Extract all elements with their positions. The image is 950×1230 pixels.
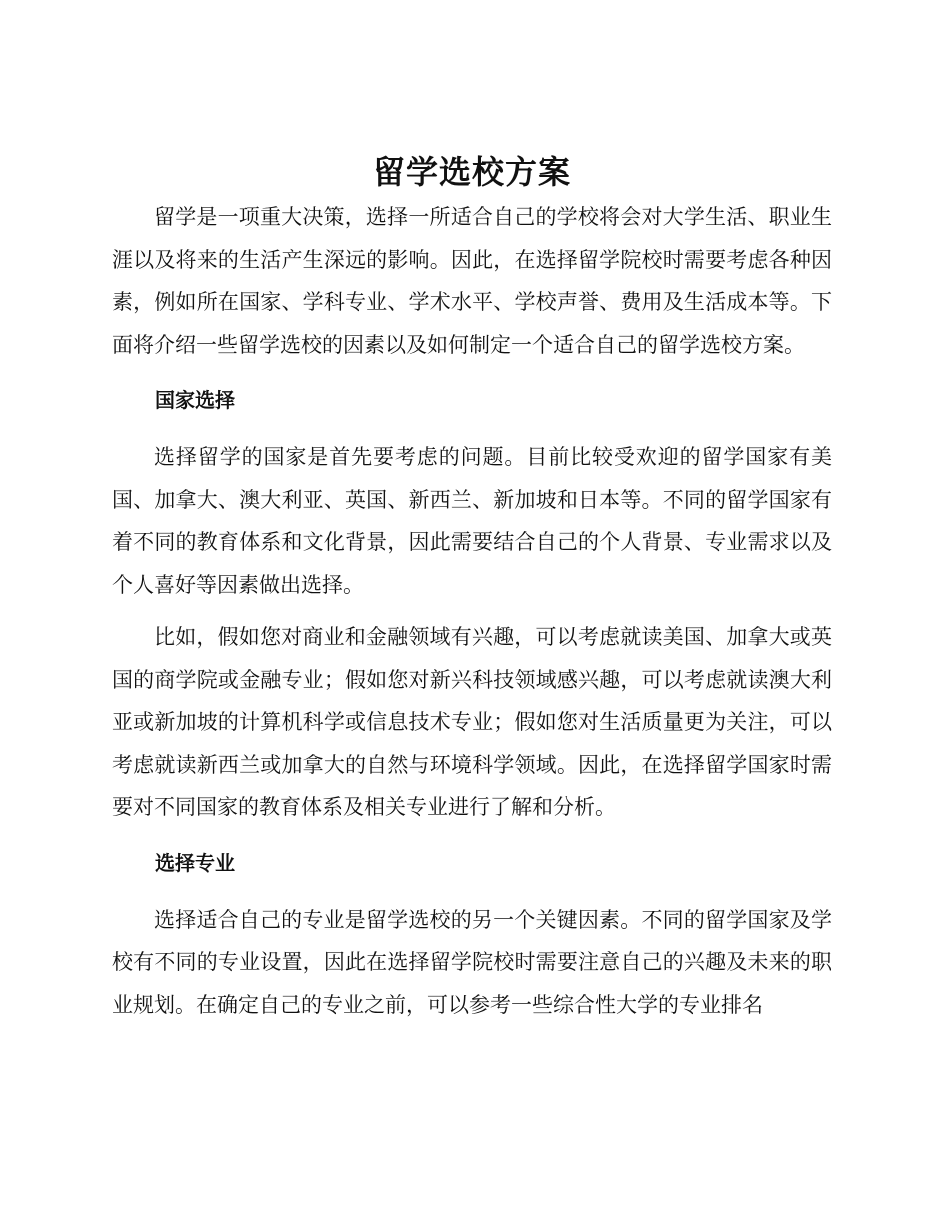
spacer — [112, 829, 832, 849]
country-paragraph-2: 比如，假如您对商业和金融领域有兴趣，可以考虑就读美国、加拿大或英国的商学院或金融专业；假如您对新兴科技领域感兴趣，可以考虑就读澳大利亚或新加坡的计算机科学或信息技术专业；假如您对生活质量更为关注，可以考虑就读新西兰或加拿大的自然与环境科学领域。因此，在选择留学国家时需要对不同国家的教育体系及相关专业进行了解和分析。 — [112, 625, 832, 819]
intro-paragraph: 留学是一项重大决策，选择一所适合自己的学校将会对大学生活、职业生涯以及将来的生活产生深远的影响。因此，在选择留学院校时需要考虑各种因素，例如所在国家、学科专业、学术水平、学校声誉、费用及生活成本等。下面将介绍一些留学选校的因素以及如何制定一个适合自己的留学选校方案。 — [112, 205, 832, 357]
major-paragraph-1: 选择适合自己的专业是留学选校的另一个关键因素。不同的留学国家及学校有不同的专业设置，因此在选择留学院校时需要注意自己的兴趣及未来的职业规划。在确定自己的专业之前，可以参考一些综合性大学的专业排名 — [112, 907, 832, 1017]
spacer — [112, 877, 832, 899]
spacer — [112, 606, 832, 616]
country-paragraph-1: 选择留学的国家是首先要考虑的问题。目前比较受欢迎的留学国家有美国、加拿大、澳大利亚、英国、新西兰、新加坡和日本等。不同的留学国家有着不同的教育体系和文化背景，因此需要结合自己的个人背景、专业需求以及个人喜好等因素做出选择。 — [112, 445, 832, 597]
document-page — [112, 148, 832, 1026]
section-heading-major: 选择专业 — [155, 850, 235, 875]
spacer — [112, 366, 832, 386]
section-heading-country: 国家选择 — [155, 388, 235, 412]
spacer — [112, 414, 832, 436]
document-title: 留学选校方案 — [372, 153, 571, 191]
